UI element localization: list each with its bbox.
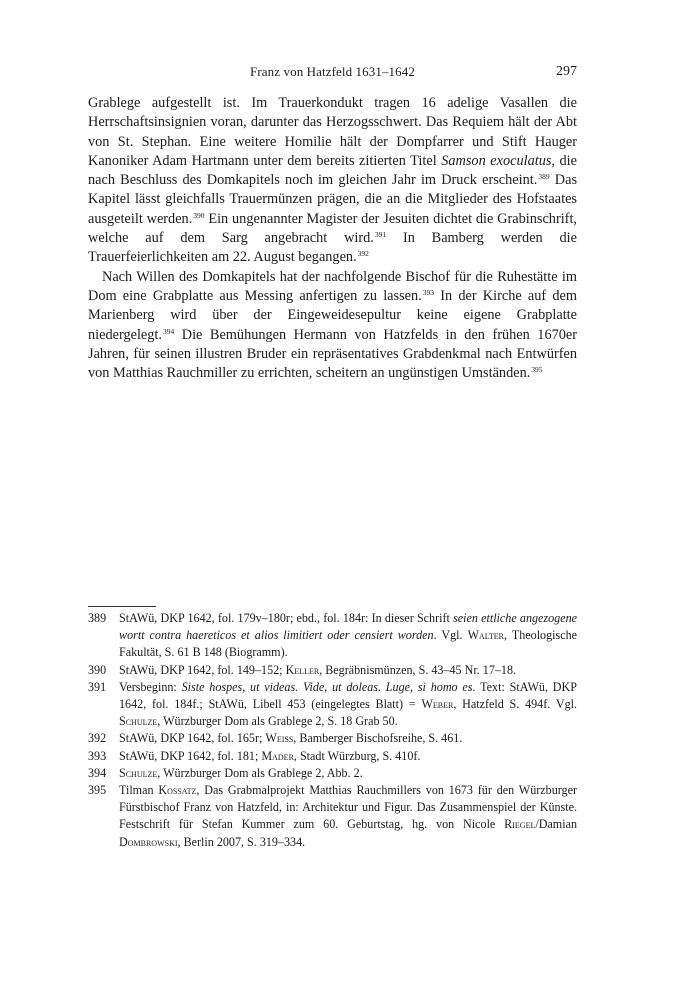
text-run: Grablege aufgestellt ist. Im Trauerkondukt tragen 16 adelige Vasallen die Herrschaftsinsignien voran, darunter das Herzogsschwert. Das Requiem hält der Abt von St. Stephan. Eine weitere Homilie hält der Dompfarrer und Stift Hauger Kanoniker Adam Hartmann unter dem bereits zitierten Titel bbox=[88, 95, 577, 169]
author-name: Keller bbox=[285, 662, 320, 677]
running-header bbox=[88, 64, 577, 82]
footnote-ref-392[interactable]: 392 bbox=[357, 249, 369, 259]
footnote-ref-394[interactable]: 394 bbox=[162, 326, 175, 336]
footnote-divider bbox=[88, 606, 156, 607]
text-run: StAWü, DKP 1642, fol. 179v–180r; ebd., fol. 184r: In dieser Schrift bbox=[119, 611, 454, 625]
text-run: Versbeginn: bbox=[119, 679, 182, 694]
footnote-392 bbox=[88, 730, 577, 747]
footnote-391 bbox=[88, 679, 577, 731]
text-run: , Begräbnismünzen, S. 43–45 Nr. 17–18. bbox=[319, 662, 517, 677]
book-title: Samson exoculatus bbox=[441, 152, 552, 169]
footnote-number: 390 bbox=[88, 662, 107, 677]
footnote-ref-391[interactable]: 391 bbox=[374, 230, 387, 240]
quotation: Siste hospes, ut videas. Vide, ut doleas. Luge, si homo es bbox=[181, 679, 473, 694]
text-run: , Das Grabmalprojekt Matthias Rauchmillers von 1673 für den Würzburger Fürstbischof Franz von Hatzfeld, in: Architektur und Figur. Das Zusammenspiel der Künste. Festschrift für Stefan Kummer zum 60. Geburtstag, hg. von Nicole bbox=[119, 783, 577, 832]
text-run: , Berlin 2007, S. 319–334. bbox=[177, 834, 306, 849]
author-name: Walter bbox=[467, 628, 505, 643]
text-run: , Theologische Fakultät, S. 61 B 148 (Biogramm). bbox=[119, 628, 577, 660]
footnote-number: 394 bbox=[88, 765, 107, 780]
footnote-390 bbox=[88, 662, 577, 679]
text-run: , Würzburger Dom als Grablege 2, S. 18 Grab 50. bbox=[157, 714, 398, 729]
footnote-394 bbox=[88, 765, 577, 782]
footnote-ref-395[interactable]: 395 bbox=[531, 365, 543, 375]
footnote-number: 392 bbox=[88, 731, 107, 746]
footnote-393 bbox=[88, 748, 577, 765]
footnotes bbox=[88, 610, 577, 851]
author-name: Mader bbox=[261, 748, 294, 763]
text-run: StAWü, DKP 1642, fol. 165r; bbox=[119, 731, 266, 746]
text-run: Tilman bbox=[119, 783, 159, 798]
text-run: Die Bemühungen Hermann von Hatzfelds in den frühen 1670er Jahren, für seinen illustren Bruder ein repräsentatives Grabdenkmal nach Entwürfen von Matthias Rauchmiller zu errichten, scheitern an ungünstigen Umständen. bbox=[88, 326, 577, 382]
text-run: StAWü, DKP 1642, fol. 149–152; bbox=[119, 662, 286, 677]
text-run: , Bamberger Bischofsreihe, S. 461. bbox=[293, 731, 463, 746]
text-run: In der Kirche auf dem Marienberg wird über der Eingeweidesepultur keine eigene Grabplatte niedergelegt. bbox=[88, 287, 577, 343]
footnote-389 bbox=[88, 610, 577, 662]
page-number: 297 bbox=[556, 64, 577, 79]
footnote-number: 391 bbox=[88, 679, 107, 694]
footnote-ref-390[interactable]: 390 bbox=[193, 210, 205, 220]
text-run: , Würzburger Dom als Grablege 2, Abb. 2. bbox=[157, 765, 363, 780]
paragraph-2 bbox=[88, 268, 577, 384]
book-page bbox=[88, 0, 577, 988]
footnote-number: 395 bbox=[88, 783, 107, 798]
text-run: Ein ungenannter Magister der Jesuiten dichtet die Grabinschrift, welche auf dem Sarg angebracht wird. bbox=[88, 210, 577, 247]
text-run: . Text: StAWü, DKP 1642, fol. 184f.; StAWü, Libell 453 (eingelegtes Blatt) = bbox=[119, 679, 577, 712]
author-name: Weiss bbox=[265, 731, 294, 746]
footnote-395 bbox=[88, 782, 577, 851]
main-text bbox=[88, 94, 577, 383]
text-run: Nach Willen des Domkapitels hat der nachfolgende Bischof für die Ruhestätte im Dom eine Grabplatte aus Messing anfertigen zu lassen. bbox=[88, 268, 577, 304]
paragraph-1 bbox=[88, 94, 577, 268]
text-run: , die nach Beschluss des Domkapitels noch im gleichen Jahr im Druck erscheint. bbox=[88, 152, 577, 189]
author-name: Schulze bbox=[119, 765, 158, 780]
footnote-number: 389 bbox=[88, 611, 107, 625]
author-name: Riegel bbox=[504, 817, 536, 832]
footnote-ref-393[interactable]: 393 bbox=[422, 287, 434, 297]
running-title: Franz von Hatzfeld 1631–1642 bbox=[250, 64, 415, 79]
footnote-number: 393 bbox=[88, 748, 107, 763]
author-name: Dombrowski bbox=[119, 834, 178, 849]
text-run: Das Kapitel lässt gleichfalls Trauermünzen prägen, die an die Mitglieder des Hofstaates ausgeteilt werden. bbox=[88, 172, 578, 227]
text-run: , Hatzfeld S. 494f. Vgl. bbox=[453, 697, 577, 712]
text-run: , Stadt Würzburg, S. 410f. bbox=[293, 748, 421, 763]
text-run: . Vgl. bbox=[433, 628, 468, 643]
author-name: Weber bbox=[421, 697, 454, 712]
text-run: In Bamberg werden die Trauerfeierlichkeiten am 22. August begangen. bbox=[88, 230, 577, 266]
quotation: seien ettliche angezogene wortt contra haereticos et alios limitiert oder censiert worden bbox=[119, 611, 577, 643]
text-run: StAWü, DKP 1642, fol. 181; bbox=[119, 748, 262, 763]
author-name: Kossatz bbox=[158, 783, 197, 798]
footnote-ref-389[interactable]: 389 bbox=[538, 172, 550, 182]
author-name: Schulze bbox=[119, 714, 158, 729]
text-run: /Damian bbox=[535, 817, 577, 832]
